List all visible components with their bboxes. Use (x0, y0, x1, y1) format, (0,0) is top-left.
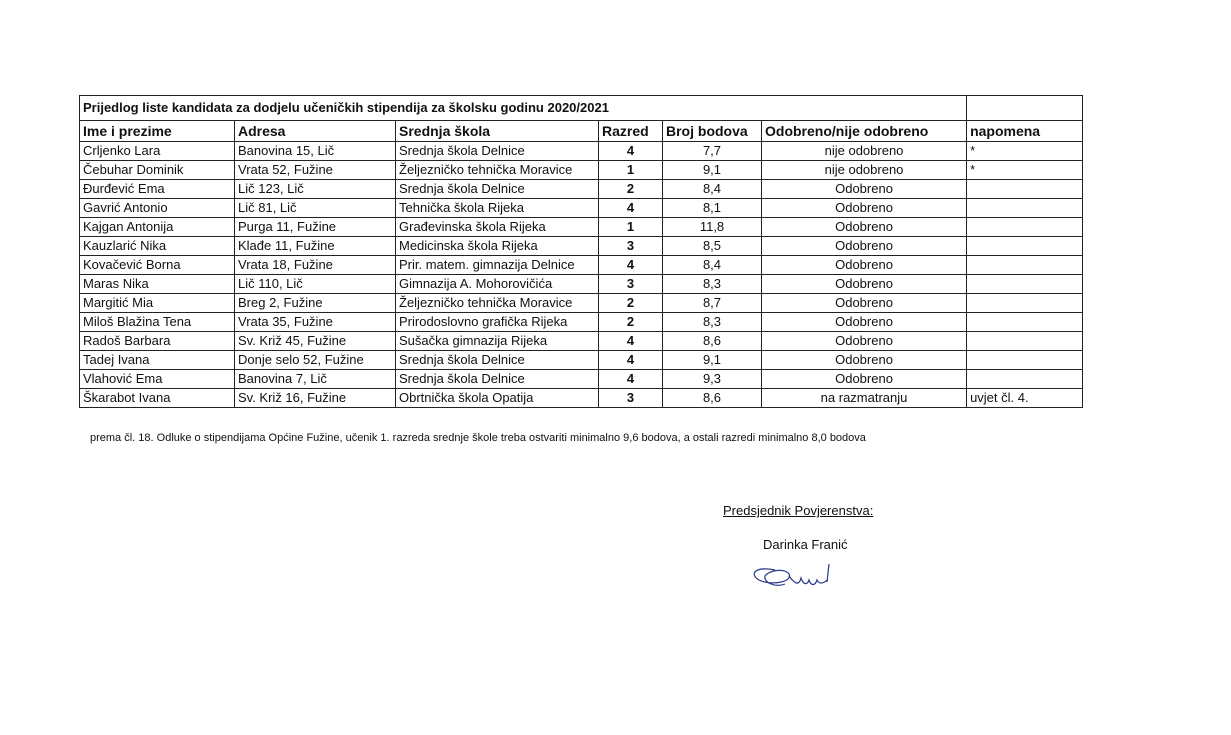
cell-status: Odobreno (762, 370, 967, 389)
cell-school: Srednja škola Delnice (396, 142, 599, 161)
cell-school: Obrtnička škola Opatija (396, 389, 599, 408)
cell-name: Maras Nika (80, 275, 235, 294)
cell-note: * (967, 161, 1083, 180)
cell-grade: 4 (599, 370, 663, 389)
cell-status: Odobreno (762, 180, 967, 199)
cell-school: Tehnička škola Rijeka (396, 199, 599, 218)
cell-note (967, 313, 1083, 332)
cell-points: 8,7 (663, 294, 762, 313)
cell-status: Odobreno (762, 351, 967, 370)
cell-status: Odobreno (762, 294, 967, 313)
cell-points: 8,1 (663, 199, 762, 218)
cell-note (967, 180, 1083, 199)
handwritten-signature (745, 556, 845, 596)
cell-name: Kovačević Borna (80, 256, 235, 275)
cell-name: Miloš Blažina Tena (80, 313, 235, 332)
cell-name: Crljenko Lara (80, 142, 235, 161)
table-row (80, 237, 1083, 256)
cell-grade: 3 (599, 275, 663, 294)
cell-school: Medicinska škola Rijeka (396, 237, 599, 256)
cell-address: Sv. Križ 16, Fužine (235, 389, 396, 408)
cell-address: Lič 110, Lič (235, 275, 396, 294)
col-header-school: Srednja škola (396, 121, 599, 142)
col-header-points: Broj bodova (663, 121, 762, 142)
cell-status: na razmatranju (762, 389, 967, 408)
table-row (80, 370, 1083, 389)
col-header-status: Odobreno/nije odobreno (762, 121, 967, 142)
cell-points: 8,4 (663, 180, 762, 199)
cell-points: 9,1 (663, 161, 762, 180)
cell-points: 8,4 (663, 256, 762, 275)
table-row (80, 256, 1083, 275)
col-header-name: Ime i prezime (80, 121, 235, 142)
cell-note (967, 218, 1083, 237)
cell-grade: 2 (599, 180, 663, 199)
table-row (80, 294, 1083, 313)
header-row (80, 121, 1083, 142)
cell-status: Odobreno (762, 275, 967, 294)
cell-address: Banovina 15, Lič (235, 142, 396, 161)
cell-school: Sušačka gimnazija Rijeka (396, 332, 599, 351)
table-title: Prijedlog liste kandidata za dodjelu učeničkih stipendija za školsku godinu 2020/2021 (80, 96, 967, 121)
cell-note (967, 237, 1083, 256)
cell-school: Prirodoslovno grafička Rijeka (396, 313, 599, 332)
cell-name: Kauzlarić Nika (80, 237, 235, 256)
cell-note (967, 275, 1083, 294)
cell-status: Odobreno (762, 332, 967, 351)
table-row (80, 351, 1083, 370)
cell-grade: 1 (599, 161, 663, 180)
col-header-address: Adresa (235, 121, 396, 142)
cell-school: Srednja škola Delnice (396, 180, 599, 199)
cell-grade: 2 (599, 294, 663, 313)
cell-school: Željezničko tehnička Moravice (396, 161, 599, 180)
cell-points: 9,3 (663, 370, 762, 389)
cell-name: Đurđević Ema (80, 180, 235, 199)
cell-grade: 3 (599, 389, 663, 408)
cell-school: Srednja škola Delnice (396, 351, 599, 370)
table-row (80, 161, 1083, 180)
cell-school: Gimnazija A. Mohorovičića (396, 275, 599, 294)
cell-grade: 3 (599, 237, 663, 256)
cell-address: Purga 11, Fužine (235, 218, 396, 237)
cell-school: Građevinska škola Rijeka (396, 218, 599, 237)
cell-grade: 4 (599, 351, 663, 370)
title-empty-cell (967, 96, 1083, 121)
cell-address: Klađe 11, Fužine (235, 237, 396, 256)
cell-name: Kajgan Antonija (80, 218, 235, 237)
cell-points: 8,6 (663, 389, 762, 408)
cell-grade: 4 (599, 199, 663, 218)
cell-note (967, 294, 1083, 313)
candidates-table (79, 95, 1083, 408)
cell-points: 8,5 (663, 237, 762, 256)
cell-points: 8,6 (663, 332, 762, 351)
cell-address: Vrata 52, Fužine (235, 161, 396, 180)
cell-grade: 4 (599, 142, 663, 161)
cell-name: Tadej Ivana (80, 351, 235, 370)
cell-status: nije odobreno (762, 161, 967, 180)
cell-address: Donje selo 52, Fužine (235, 351, 396, 370)
cell-address: Vrata 18, Fužine (235, 256, 396, 275)
cell-address: Banovina 7, Lič (235, 370, 396, 389)
cell-status: Odobreno (762, 199, 967, 218)
cell-status: Odobreno (762, 313, 967, 332)
cell-note (967, 370, 1083, 389)
cell-school: Srednja škola Delnice (396, 370, 599, 389)
cell-status: Odobreno (762, 218, 967, 237)
cell-school: Željezničko tehnička Moravice (396, 294, 599, 313)
cell-note (967, 332, 1083, 351)
cell-status: Odobreno (762, 237, 967, 256)
cell-grade: 4 (599, 332, 663, 351)
cell-status: Odobreno (762, 256, 967, 275)
cell-address: Sv. Križ 45, Fužine (235, 332, 396, 351)
cell-points: 7,7 (663, 142, 762, 161)
table-row (80, 199, 1083, 218)
cell-points: 11,8 (663, 218, 762, 237)
table-row (80, 275, 1083, 294)
cell-name: Radoš Barbara (80, 332, 235, 351)
signatory-name: Darinka Franić (763, 537, 848, 552)
cell-status: nije odobreno (762, 142, 967, 161)
cell-note: uvjet čl. 4. (967, 389, 1083, 408)
cell-grade: 1 (599, 218, 663, 237)
table-row (80, 218, 1083, 237)
cell-note (967, 256, 1083, 275)
cell-school: Prir. matem. gimnazija Delnice (396, 256, 599, 275)
table-row (80, 180, 1083, 199)
col-header-grade: Razred (599, 121, 663, 142)
cell-address: Lič 81, Lič (235, 199, 396, 218)
cell-name: Margitić Mia (80, 294, 235, 313)
cell-note (967, 351, 1083, 370)
cell-name: Čebuhar Dominik (80, 161, 235, 180)
table-row (80, 142, 1083, 161)
cell-name: Vlahović Ema (80, 370, 235, 389)
cell-address: Vrata 35, Fužine (235, 313, 396, 332)
cell-name: Škarabot Ivana (80, 389, 235, 408)
cell-address: Breg 2, Fužine (235, 294, 396, 313)
cell-grade: 2 (599, 313, 663, 332)
cell-points: 9,1 (663, 351, 762, 370)
cell-points: 8,3 (663, 275, 762, 294)
title-row (80, 96, 1083, 121)
cell-note: * (967, 142, 1083, 161)
cell-grade: 4 (599, 256, 663, 275)
cell-points: 8,3 (663, 313, 762, 332)
footnote: prema čl. 18. Odluke o stipendijama Općine Fužine, učenik 1. razreda srednje škole treba ostvariti minimalno 9,6 bodova, a ostali razredi minimalno 8,0 bodova (90, 432, 866, 444)
table-row (80, 313, 1083, 332)
table-row (80, 389, 1083, 408)
signatory-title: Predsjednik Povjerenstva: (723, 503, 874, 518)
cell-address: Lič 123, Lič (235, 180, 396, 199)
table-row (80, 332, 1083, 351)
cell-name: Gavrić Antonio (80, 199, 235, 218)
cell-note (967, 199, 1083, 218)
col-header-note: napomena (967, 121, 1083, 142)
